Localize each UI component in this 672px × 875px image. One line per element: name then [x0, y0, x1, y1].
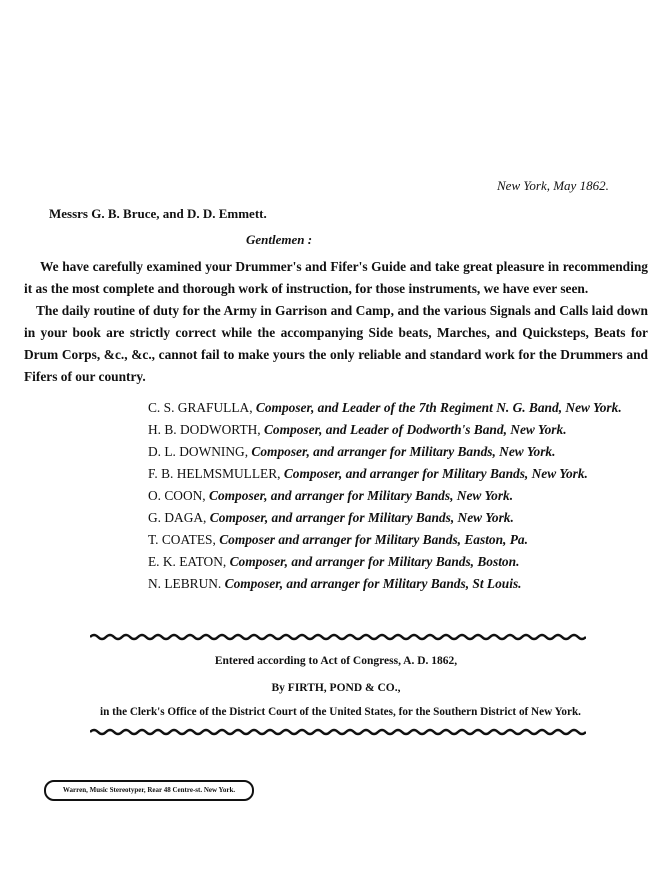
signatory: [148, 441, 622, 463]
letter-body: [24, 256, 648, 388]
signatory: [148, 485, 622, 507]
signatory-name: E. K. EATON,: [148, 554, 227, 569]
signatory: [148, 463, 622, 485]
clerk-office-line: in the Clerk's Office of the District Court of the United States, for the Southern District of New York.: [100, 706, 581, 718]
signatories-list: [148, 397, 622, 595]
stereotyper-stamp: Warren, Music Stereotyper, Rear 48 Centre-st. New York.: [44, 780, 254, 801]
salutation: Gentlemen :: [246, 232, 313, 247]
date-line: New York, May 1862.: [497, 178, 609, 193]
signatory-name: G. DAGA,: [148, 510, 207, 525]
addressee: Messrs G. B. Bruce, and D. D. Emmett.: [49, 206, 267, 221]
signatory-name: N. LEBRUN.: [148, 576, 222, 591]
signatory-name: H. B. DODWORTH,: [148, 422, 261, 437]
paragraph-2: The daily routine of duty for the Army in Garrison and Camp, and the various Signals and Calls laid down in your book are strictly correct while the accompanying Side beats, Marches, and Quicksteps, Beats for Drum Corps, &c., &c., cannot fail to make yours the only reliable and standard work for the Drummers and Fifers of our country.: [24, 303, 648, 384]
signatory-role: Composer and arranger for Military Bands, Easton, Pa.: [219, 532, 528, 547]
signatory-name: D. L. DOWNING,: [148, 444, 249, 459]
ornamental-rule-bottom: [90, 727, 586, 737]
signatory-name: C. S. GRAFULLA,: [148, 400, 253, 415]
signatory-name: T. COATES,: [148, 532, 216, 547]
signatory: [148, 573, 622, 595]
signatory-role: Composer, and arranger for Military Bands, St Louis.: [224, 576, 522, 591]
signatory-role: Composer, and arranger for Military Bands, Boston.: [229, 554, 520, 569]
ornamental-rule-top: [90, 632, 586, 642]
signatory-role: Composer, and arranger for Military Bands, New York.: [283, 466, 588, 481]
signatory-role: Composer, and Leader of Dodworth's Band, New York.: [264, 422, 567, 437]
signatory-name: F. B. HELMSMULLER,: [148, 466, 281, 481]
signatory: [148, 397, 622, 419]
signatory-role: Composer, and arranger for Military Bands, New York.: [251, 444, 556, 459]
signatory: [148, 507, 622, 529]
signatory: [148, 419, 622, 441]
signatory: [148, 551, 622, 573]
signatory-role: Composer, and arranger for Military Bands, New York.: [209, 488, 514, 503]
signatory-role: Composer, and arranger for Military Bands, New York.: [209, 510, 514, 525]
signatory-name: O. COON,: [148, 488, 206, 503]
signatory: [148, 529, 622, 551]
entered-notice: Entered according to Act of Congress, A. D. 1862,: [214, 655, 458, 667]
paragraph-1: We have carefully examined your Drummer's and Fifer's Guide and take great pleasure in recommending it as the most complete and thorough work of instruction, for those instruments, we have ever seen.: [24, 259, 648, 296]
publisher-line: By FIRTH, POND & CO.,: [271, 682, 401, 694]
signatory-role: Composer, and Leader of the 7th Regiment N. G. Band, New York.: [255, 400, 622, 415]
